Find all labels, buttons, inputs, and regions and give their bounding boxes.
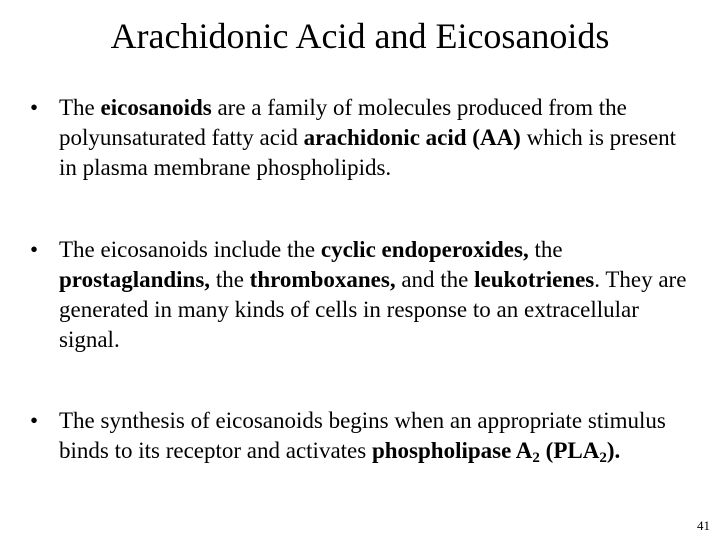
bullet-item bbox=[28, 93, 698, 183]
bold-term: cyclic endoperoxides, bbox=[320, 237, 529, 262]
bold-term: thromboxanes, bbox=[249, 267, 396, 292]
bullet-item bbox=[28, 406, 698, 466]
text-segment: The synthesis of eicosanoids begins when an appropriate stimulus binds to its receptor and activates bbox=[59, 408, 666, 463]
bullet-list bbox=[28, 93, 698, 466]
page-number: 41 bbox=[697, 518, 710, 533]
bold-term: eicosanoids bbox=[100, 95, 212, 120]
bold-term: leukotrienes bbox=[474, 267, 595, 292]
bold-term: phospholipase A bbox=[371, 438, 533, 463]
bold-term: prostaglandins, bbox=[59, 267, 211, 292]
text-segment: and the bbox=[395, 267, 475, 292]
bullet-dot-icon: • bbox=[30, 95, 39, 120]
bullet-dot-icon: • bbox=[30, 237, 39, 262]
bold-term: ). bbox=[606, 438, 621, 463]
subscript: 2 bbox=[532, 450, 540, 466]
text-segment: . They are generated in many kinds of cells in response to an extracellular signal. bbox=[59, 267, 687, 352]
text-segment: which is present in plasma membrane phospholipids. bbox=[59, 125, 677, 180]
subscript: 2 bbox=[599, 450, 607, 466]
text-segment: are a family of molecules produced from the polyunsaturated fatty acid bbox=[59, 95, 627, 150]
bullet-item bbox=[28, 235, 698, 355]
bold-term: arachidonic acid (AA) bbox=[303, 125, 521, 150]
text-segment: the bbox=[528, 237, 563, 262]
slide-title: Arachidonic Acid and Eicosanoids bbox=[110, 16, 610, 56]
bold-term: (PLA bbox=[539, 438, 600, 463]
text-segment: The eicosanoids include the bbox=[59, 237, 321, 262]
text-segment: the bbox=[210, 267, 250, 292]
bullet-dot-icon: • bbox=[30, 408, 39, 433]
text-segment: The bbox=[59, 95, 101, 120]
